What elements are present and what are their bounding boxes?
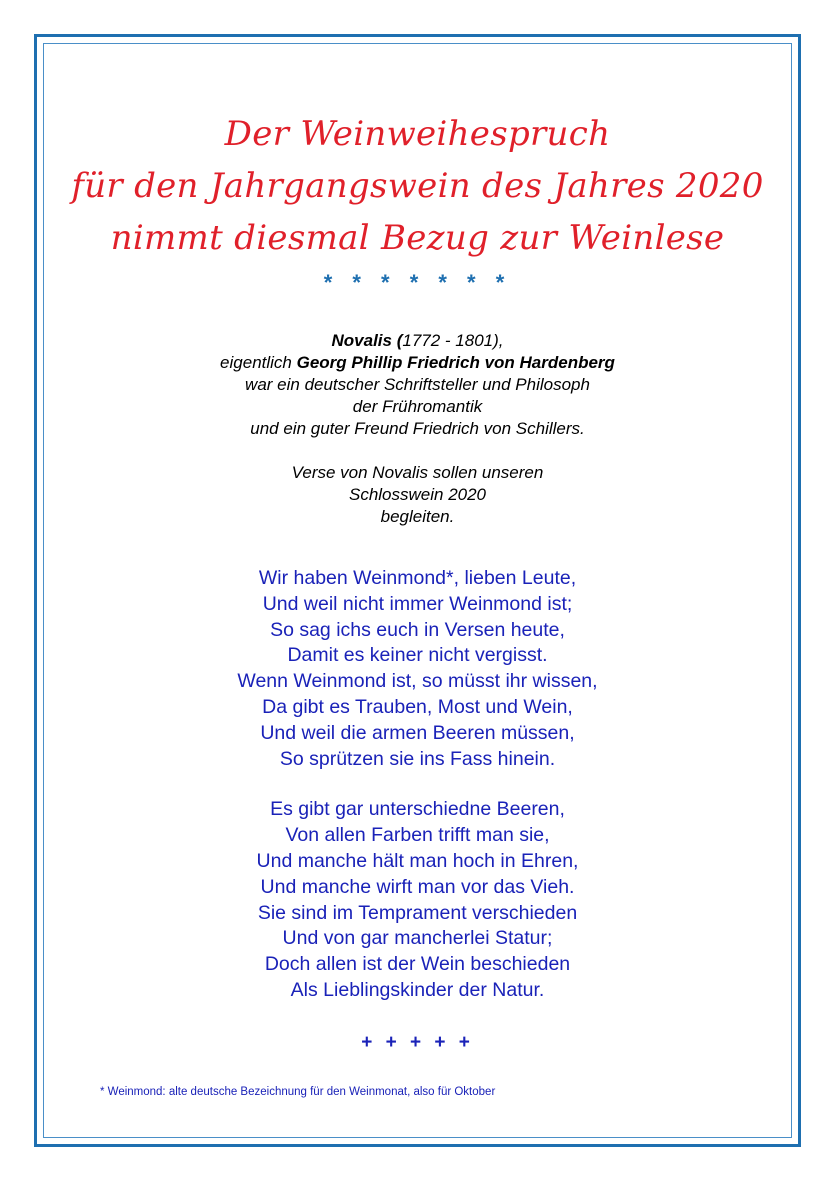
poem-stanza-1 (0, 566, 835, 772)
poem-line: Und manche hält man hoch in Ehren, (256, 849, 579, 872)
author-full-name: Georg Phillip Friedrich von Hardenberg (296, 353, 615, 372)
poem-line: Als Lieblingskinder der Natur. (290, 978, 545, 1001)
poem-line: So sag ichs euch in Versen heute, (270, 618, 565, 641)
poem-line: Und von gar mancherlei Statur; (282, 927, 553, 950)
title-line-1: Der Weinweihespruch (224, 114, 611, 154)
bio-line-2 (0, 352, 835, 374)
separator-stars: * * * * * * * (323, 270, 512, 295)
bio-line-5: und ein guter Freund Friedrich von Schillers. (250, 419, 585, 438)
poem-line: Doch allen ist der Wein beschieden (264, 953, 571, 976)
bio-line-1 (0, 330, 835, 352)
poem (0, 566, 835, 1004)
bio-spacer (0, 440, 835, 462)
page-title (0, 108, 835, 264)
separator-plus: + + + + + (361, 1032, 474, 1053)
author-years: 1772 - 1801), (402, 331, 504, 350)
author-bio (0, 330, 835, 528)
poem-line: Es gibt gar unterschiedne Beeren, (270, 798, 565, 821)
bio-line-7: Schlosswein 2020 (348, 485, 487, 504)
poem-line: Damit es keiner nicht vergisst. (287, 644, 548, 667)
poem-line: Wenn Weinmond ist, so müsst ihr wissen, (237, 670, 598, 693)
poem-line: Von allen Farben trifft man sie, (285, 824, 550, 847)
poem-line: Da gibt es Trauben, Most und Wein, (262, 695, 573, 718)
poem-line: Und weil nicht immer Weinmond ist; (262, 592, 573, 615)
bio-prefix: eigentlich (220, 353, 297, 372)
footnote: * Weinmond: alte deutsche Bezeichnung für den Weinmonat, also für Oktober (100, 1086, 496, 1098)
author-name: Novalis ( (331, 331, 403, 350)
stanza-spacer (0, 772, 835, 797)
poem-line: So sprützen sie ins Fass hinein. (279, 747, 556, 770)
bio-line-8: begleiten. (380, 507, 455, 526)
poem-line: Wir haben Weinmond*, lieben Leute, (258, 567, 577, 589)
bio-line-3: war ein deutscher Schriftsteller und Philosoph (245, 375, 590, 394)
poem-line: Und weil die armen Beeren müssen, (260, 721, 575, 744)
bio-line-4: der Frühromantik (352, 397, 483, 416)
title-line-3: nimmt diesmal Bezug zur Weinlese (110, 218, 725, 258)
poem-line: Sie sind im Temprament verschieden (257, 901, 578, 924)
title-line-2: für den Jahrgangswein des Jahres 2020 (71, 166, 764, 206)
bio-line-6: Verse von Novalis sollen unseren (291, 463, 544, 482)
poem-line: Und manche wirft man vor das Vieh. (260, 875, 575, 898)
poem-stanza-2 (0, 797, 835, 1003)
